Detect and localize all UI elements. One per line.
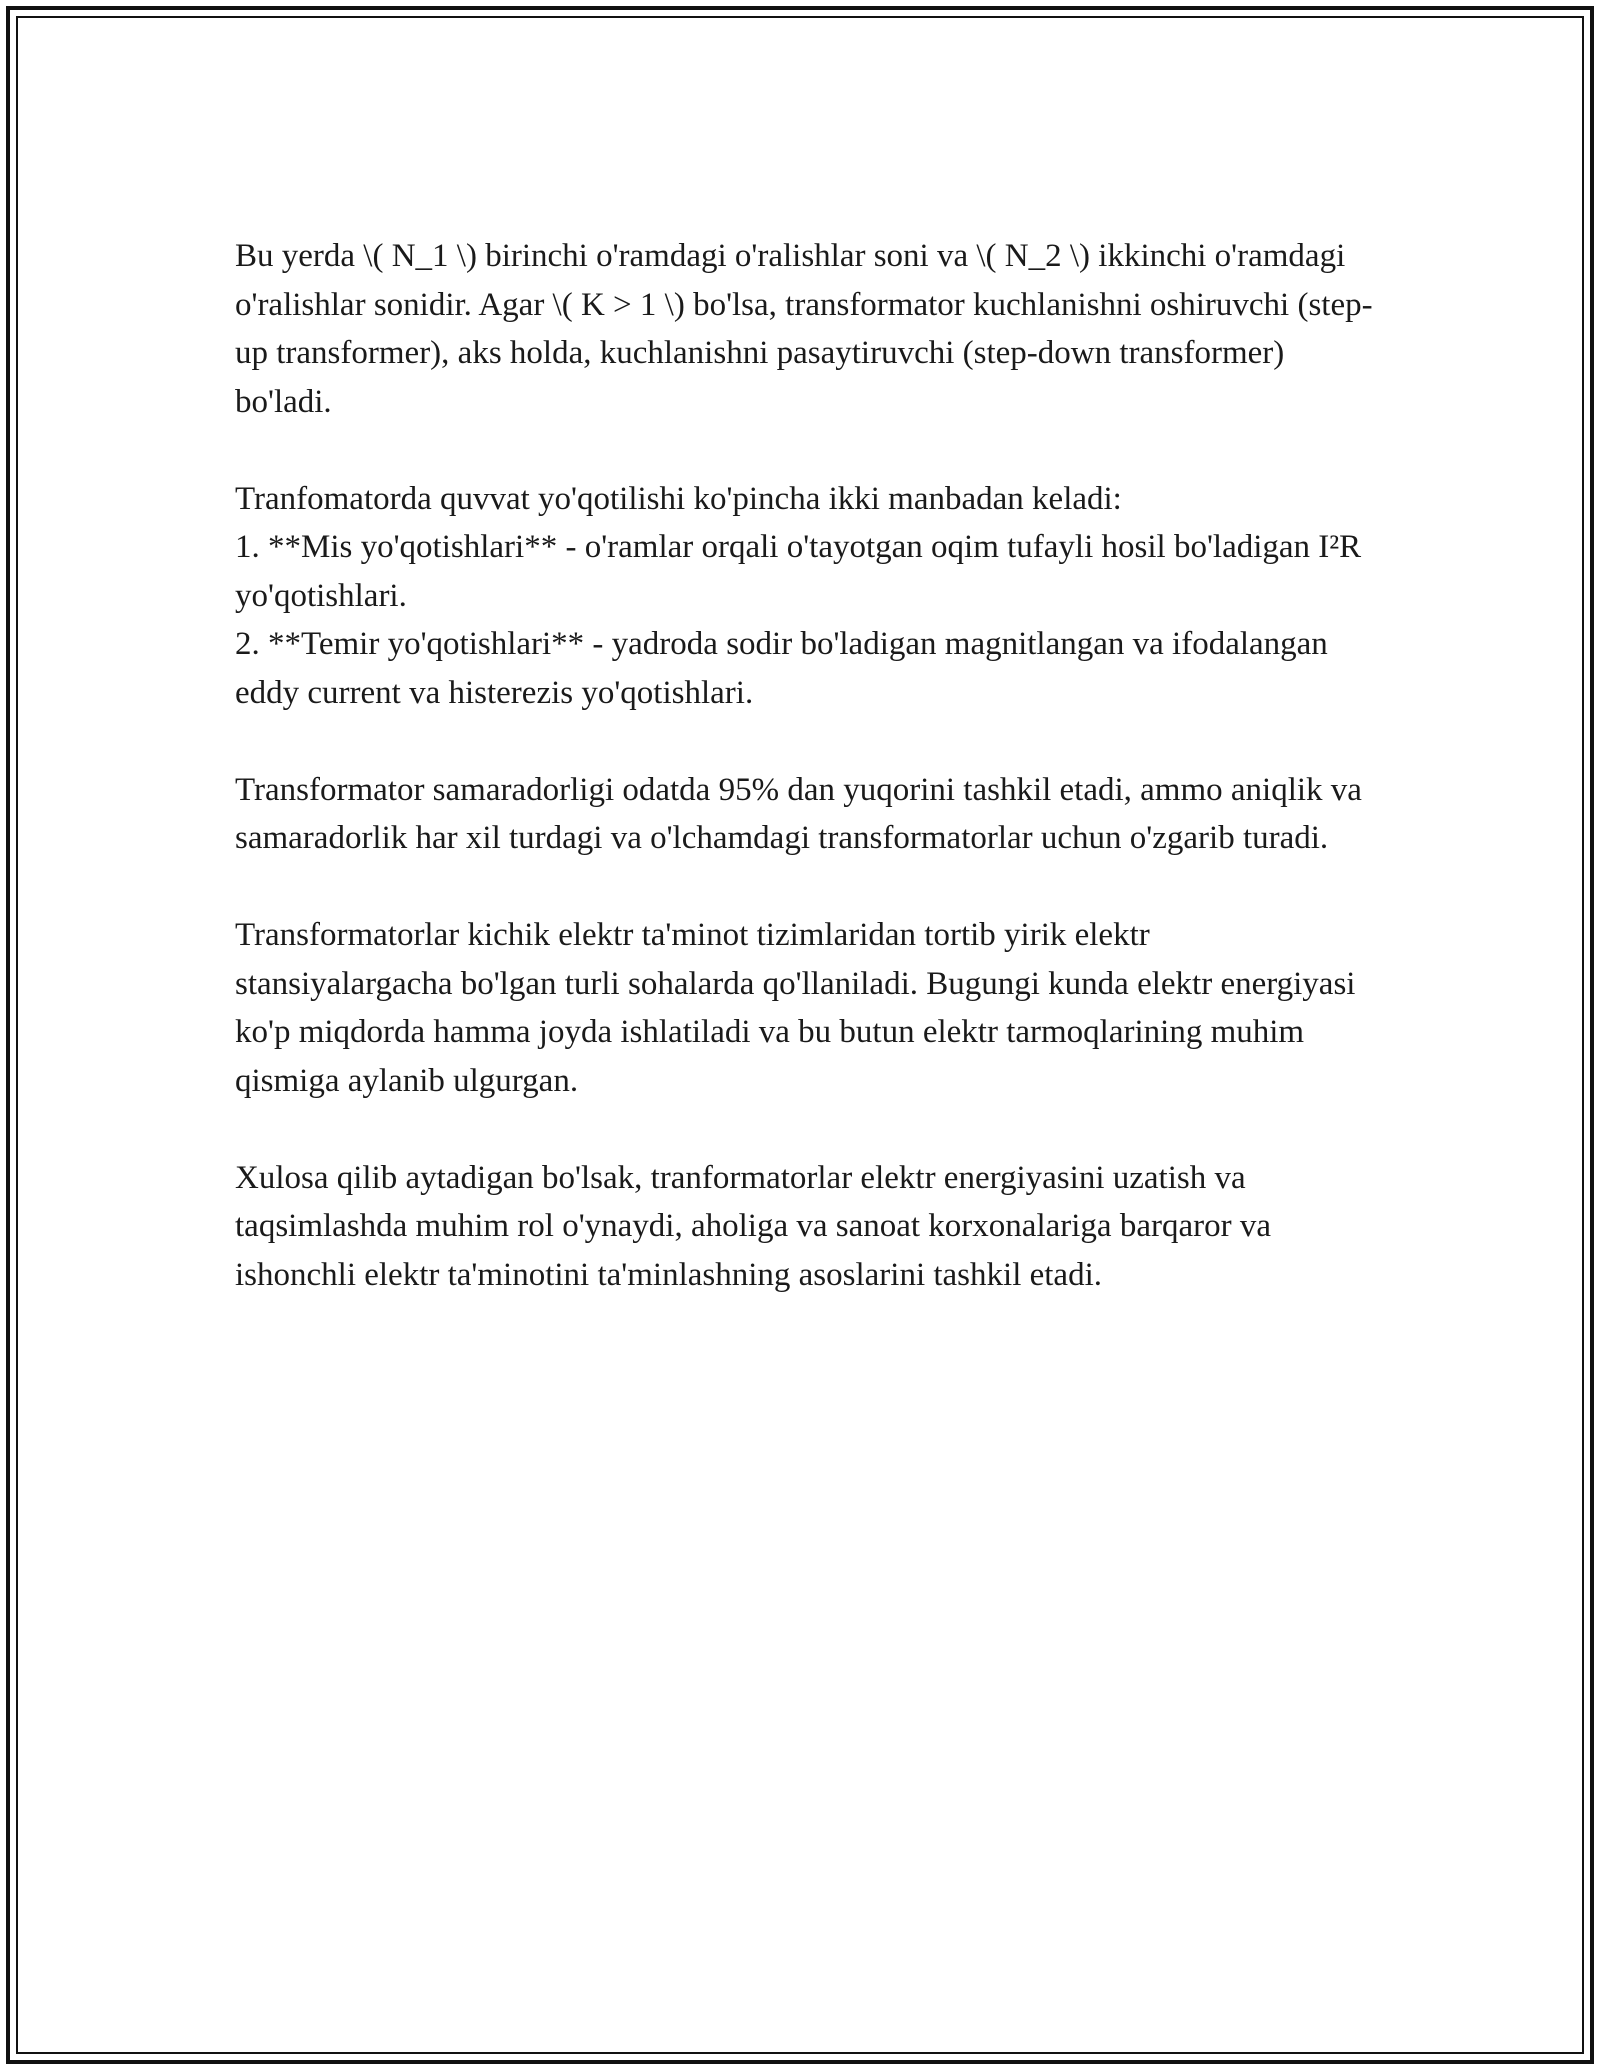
- paragraph-applications: Transformatorlar kichik elektr ta'minot tizimlaridan tortib yirik elektr stansiyalargacha bo'lgan turli sohalarda qo'llaniladi. Bugungi kunda elektr energiyasi ko'p miqdorda hamma joyda ishlatiladi va bu butun elektr tarmoqlarining muhim qismiga aylanib ulgurgan.: [235, 917, 1356, 1099]
- list-item-iron-losses: 2. **Temir yo'qotishlari** - yadroda sodir bo'ladigan magnitlangan va ifodalangan eddy current va histerezis yo'qotishlari.: [235, 626, 1328, 711]
- paragraph-conclusion: Xulosa qilib aytadigan bo'lsak, tranformatorlar elektr energiyasini uzatish va taqsimlashda muhim rol o'ynaydi, aholiga va sanoat korxonalariga barqaror va ishonchli elektr ta'minotini ta'minlashning asoslarini tashkil etadi.: [235, 1159, 1271, 1293]
- paragraph-losses-intro: Tranfomatorda quvvat yo'qotilishi ko'pincha ikki manbadan keladi:: [235, 480, 1122, 517]
- paragraph-efficiency: Transformator samaradorligi odatda 95% dan yuqorini tashkil etadi, ammo aniqlik va samaradorlik har xil turdagi va o'lchamdagi transformatorlar uchun o'zgarib turadi.: [235, 771, 1362, 856]
- document-body: [235, 232, 1375, 1348]
- paragraph-turns-ratio: Bu yerda \( N_1 \) birinchi o'ramdagi o'ralishlar soni va \( N_2 \) ikkinchi o'ramdagi o'ralishlar sonidir. Agar \( K > 1 \) bo'lsa, transformator kuchlanishni oshiruvchi (step-up transformer), aks holda, kuchlanishni pasaytiruvchi (step-down transformer) bo'ladi.: [235, 238, 1373, 420]
- list-item-copper-losses: 1. **Mis yo'qotishlari** - o'ramlar orqali o'tayotgan oqim tufayli hosil bo'ladigan I²R yo'qotishlari.: [235, 529, 1362, 614]
